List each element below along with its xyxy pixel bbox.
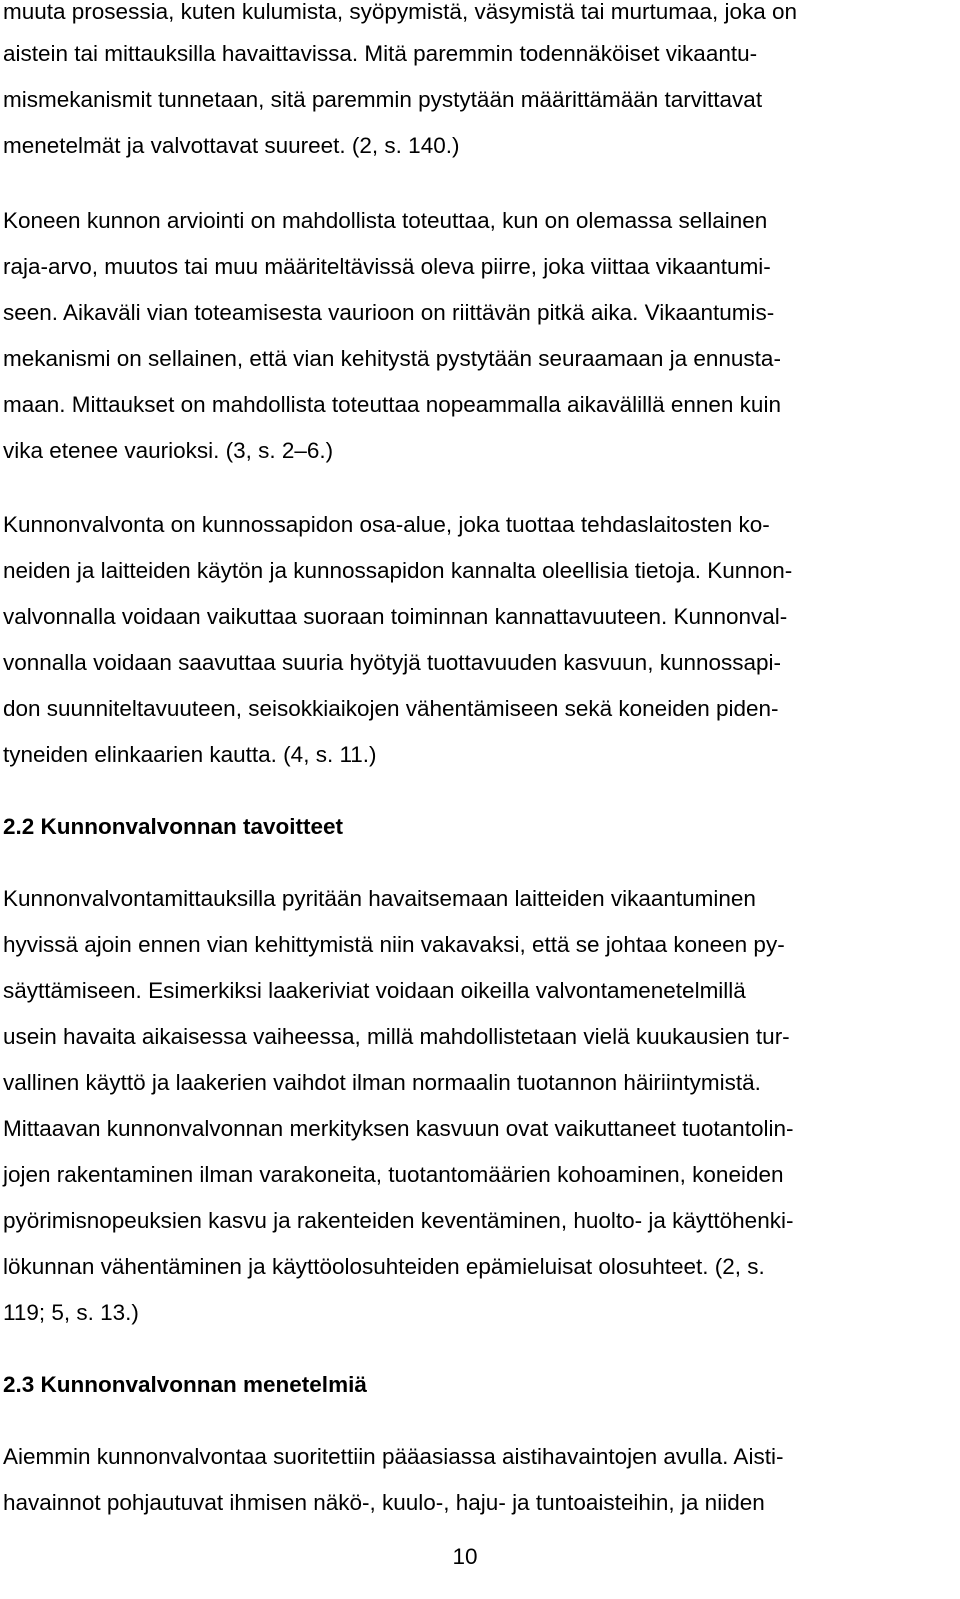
body-text-line: usein havaita aikaisessa vaiheessa, millä mahdollistetaan vielä kuukausien tur- xyxy=(3,1024,790,1049)
section-heading: 2.3 Kunnonvalvonnan menetelmiä xyxy=(3,1372,367,1397)
body-text-line: vallinen käyttö ja laakerien vaihdot ilman normaalin tuotannon häiriintymistä. xyxy=(3,1070,761,1095)
body-text-line: 119; 5, s. 13.) xyxy=(3,1300,139,1325)
body-text-line: Kunnonvalvonta on kunnossapidon osa-alue, joka tuottaa tehdaslaitosten ko- xyxy=(3,512,770,537)
body-text-line: pyörimisnopeuksien kasvu ja rakenteiden keventäminen, huolto- ja käyttöhenki- xyxy=(3,1208,794,1233)
body-text-line: mismekanismit tunnetaan, sitä paremmin pystytään määrittämään tarvittavat xyxy=(3,87,763,112)
body-text-line: seen. Aikaväli vian toteamisesta vaurioon on riittävän pitkä aika. Vikaantumis- xyxy=(3,300,775,325)
body-text-line: Kunnonvalvontamittauksilla pyritään havaitsemaan laitteiden vikaantuminen xyxy=(3,886,756,911)
body-text-line: jojen rakentaminen ilman varakoneita, tuotantomäärien kohoaminen, koneiden xyxy=(3,1162,784,1187)
page-number: 10 xyxy=(452,1544,478,1569)
body-text-line: raja-arvo, muutos tai muu määriteltävissä oleva piirre, joka viittaa vikaantumi- xyxy=(3,254,771,279)
body-text-line: menetelmät ja valvottavat suureet. (2, s. 140.) xyxy=(3,133,460,158)
body-text-line: säyttämiseen. Esimerkiksi laakeriviat voidaan oikeilla valvontamenetelmillä xyxy=(3,978,746,1003)
body-text-line: tyneiden elinkaarien kautta. (4, s. 11.) xyxy=(3,742,377,767)
body-text-line: vonnalla voidaan saavuttaa suuria hyötyjä tuottavuuden kasvuun, kunnossapi- xyxy=(3,650,782,675)
body-text-line: aistein tai mittauksilla havaittavissa. Mitä paremmin todennäköiset vikaantu- xyxy=(3,41,758,66)
body-text-line: vika etenee vaurioksi. (3, s. 2–6.) xyxy=(3,438,334,463)
body-text-line: Mittaavan kunnonvalvonnan merkityksen kasvuun ovat vaikuttaneet tuotantolin- xyxy=(3,1116,794,1141)
body-text-line: Koneen kunnon arviointi on mahdollista toteuttaa, kun on olemassa sellainen xyxy=(3,208,768,233)
body-text-line: havainnot pohjautuvat ihmisen näkö-, kuulo-, haju- ja tuntoaisteihin, ja niiden xyxy=(3,1490,765,1515)
body-text-line: mekanismi on sellainen, että vian kehitystä pystytään seuraamaan ja ennusta- xyxy=(3,346,781,371)
body-text-line: maan. Mittaukset on mahdollista toteuttaa nopeammalla aikavälillä ennen kuin xyxy=(3,392,781,417)
body-text-line: lökunnan vähentäminen ja käyttöolosuhteiden epämieluisat olosuhteet. (2, s. xyxy=(3,1254,765,1279)
body-text-line: neiden ja laitteiden käytön ja kunnossapidon kannalta oleellisia tietoja. Kunnon- xyxy=(3,558,793,583)
body-text-line: Aiemmin kunnonvalvontaa suoritettiin pääasiassa aistihavaintojen avulla. Aisti- xyxy=(3,1444,784,1469)
body-text-line: valvonnalla voidaan vaikuttaa suoraan toiminnan kannattavuuteen. Kunnonval- xyxy=(3,604,788,629)
section-heading: 2.2 Kunnonvalvonnan tavoitteet xyxy=(3,814,344,839)
body-text-line: don suunniteltavuuteen, seisokkiaikojen vähentämiseen sekä koneiden piden- xyxy=(3,696,779,721)
body-text-line: muuta prosessia, kuten kulumista, syöpymistä, väsymistä tai murtumaa, joka on xyxy=(3,0,798,24)
body-text-line: hyvissä ajoin ennen vian kehittymistä niin vakavaksi, että se johtaa koneen py- xyxy=(3,932,785,957)
